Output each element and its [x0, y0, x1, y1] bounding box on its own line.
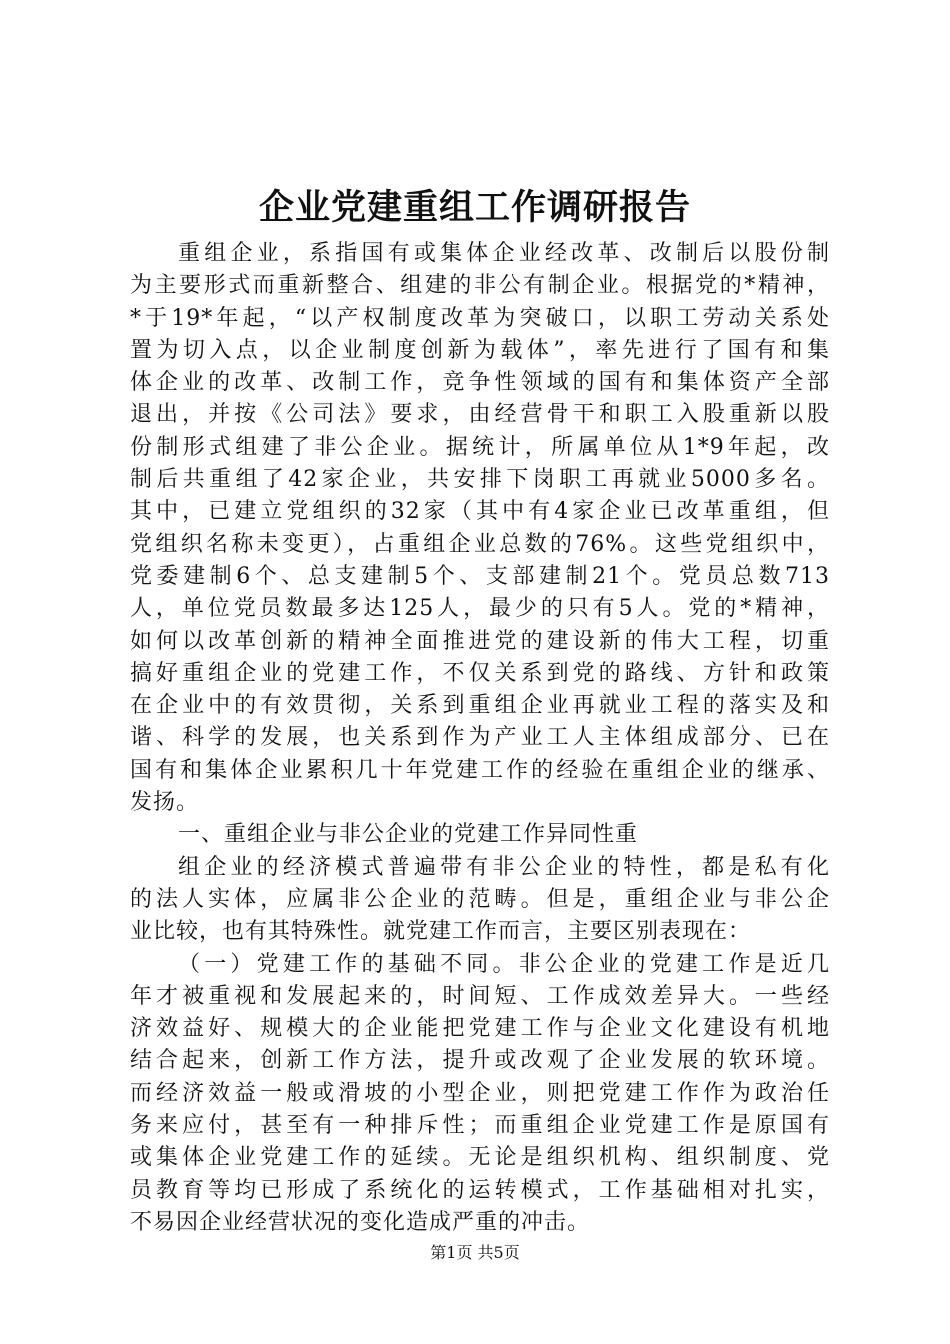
text-line: 重组企业，系指国有或集体企业经改革、改制后以股份制 — [178, 241, 830, 266]
text-line: （一）党建工作的基础不同。非公企业的党建工作是近几 — [178, 951, 830, 977]
text-line: 制后共重组了42家企业，共安排下岗职工再就业5000多名。 — [130, 467, 830, 493]
section-heading: 一、重组企业与非公企业的党建工作异同性重 — [178, 822, 639, 848]
text-line: 不易因企业经营状况的变化造成严重的冲击。 — [130, 1209, 591, 1235]
text-line: 退出，并按《公司法》要求，由经营骨干和职工入股重新以股 — [130, 402, 830, 428]
document-body — [130, 238, 830, 1239]
text-line: 而经济效益一般或滑坡的小型企业，则把党建工作作为政治任 — [130, 1080, 830, 1106]
text-line: 体企业的改革、改制工作，竞争性领域的国有和集体资产全部 — [130, 370, 830, 396]
text-line: 党委建制6个、总支建制5个、支部建制21个。党员总数713 — [130, 563, 830, 589]
text-line: 谐、科学的发展，也关系到作为产业工人主体组成部分、已在 — [130, 725, 830, 751]
document-title: 企业党建重组工作调研报告 — [258, 187, 691, 228]
text-line: 的法人实体，应属非公企业的范畴。但是，重组企业与非公企 — [130, 886, 830, 912]
text-line: 或集体企业党建工作的延续。无论是组织机构、组织制度、党 — [130, 1145, 830, 1171]
text-line: 业比较，也有其特殊性。就党建工作而言，主要区别表现在： — [130, 919, 752, 945]
text-line: 党组织名称未变更），占重组企业总数的76%。这些党组织中， — [130, 531, 830, 557]
text-line: 组企业的经济模式普遍带有非公企业的特性，都是私有化 — [178, 854, 830, 880]
text-line: 结合起来，创新工作方法，提升或改观了企业发展的软环境。 — [130, 1048, 830, 1074]
text-line: 其中，已建立党组织的32家（其中有4家企业已改革重组，但 — [130, 499, 830, 525]
text-line: 如何以改革创新的精神全面推进党的建设新的伟大工程，切重 — [130, 628, 830, 654]
text-line: 济效益好、规模大的企业能把党建工作与企业文化建设有机地 — [130, 1016, 830, 1042]
text-line: 为主要形式而重新整合、组建的非公有制企业。根据党的*精神， — [130, 273, 830, 299]
text-line: 在企业中的有效贯彻，关系到重组企业再就业工程的落实及和 — [130, 693, 830, 719]
text-line: 年才被重视和发展起来的，时间短、工作成效差异大。一些经 — [130, 983, 830, 1009]
text-line: 份制形式组建了非公企业。据统计，所属单位从1*9年起，改 — [130, 434, 830, 460]
text-line: 搞好重组企业的党建工作，不仅关系到党的路线、方针和政策 — [130, 660, 830, 686]
text-line: *于19*年起，“以产权制度改革为突破口，以职工劳动关系处 — [130, 305, 830, 331]
text-line: 务来应付，甚至有一种排斥性；而重组企业党建工作是原国有 — [130, 1113, 830, 1139]
text-line: 人，单位党员数最多达125人，最少的只有5人。党的*精神， — [130, 596, 830, 622]
page-number-footer: 第1页 共5页 — [430, 1243, 520, 1262]
text-line: 员教育等均已形成了系统化的运转模式，工作基础相对扎实， — [130, 1177, 830, 1203]
text-line: 置为切入点，以企业制度创新为载体”，率先进行了国有和集 — [130, 337, 830, 363]
text-line: 发扬。 — [130, 790, 200, 816]
text-line: 国有和集体企业累积几十年党建工作的经验在重组企业的继承、 — [130, 757, 830, 783]
